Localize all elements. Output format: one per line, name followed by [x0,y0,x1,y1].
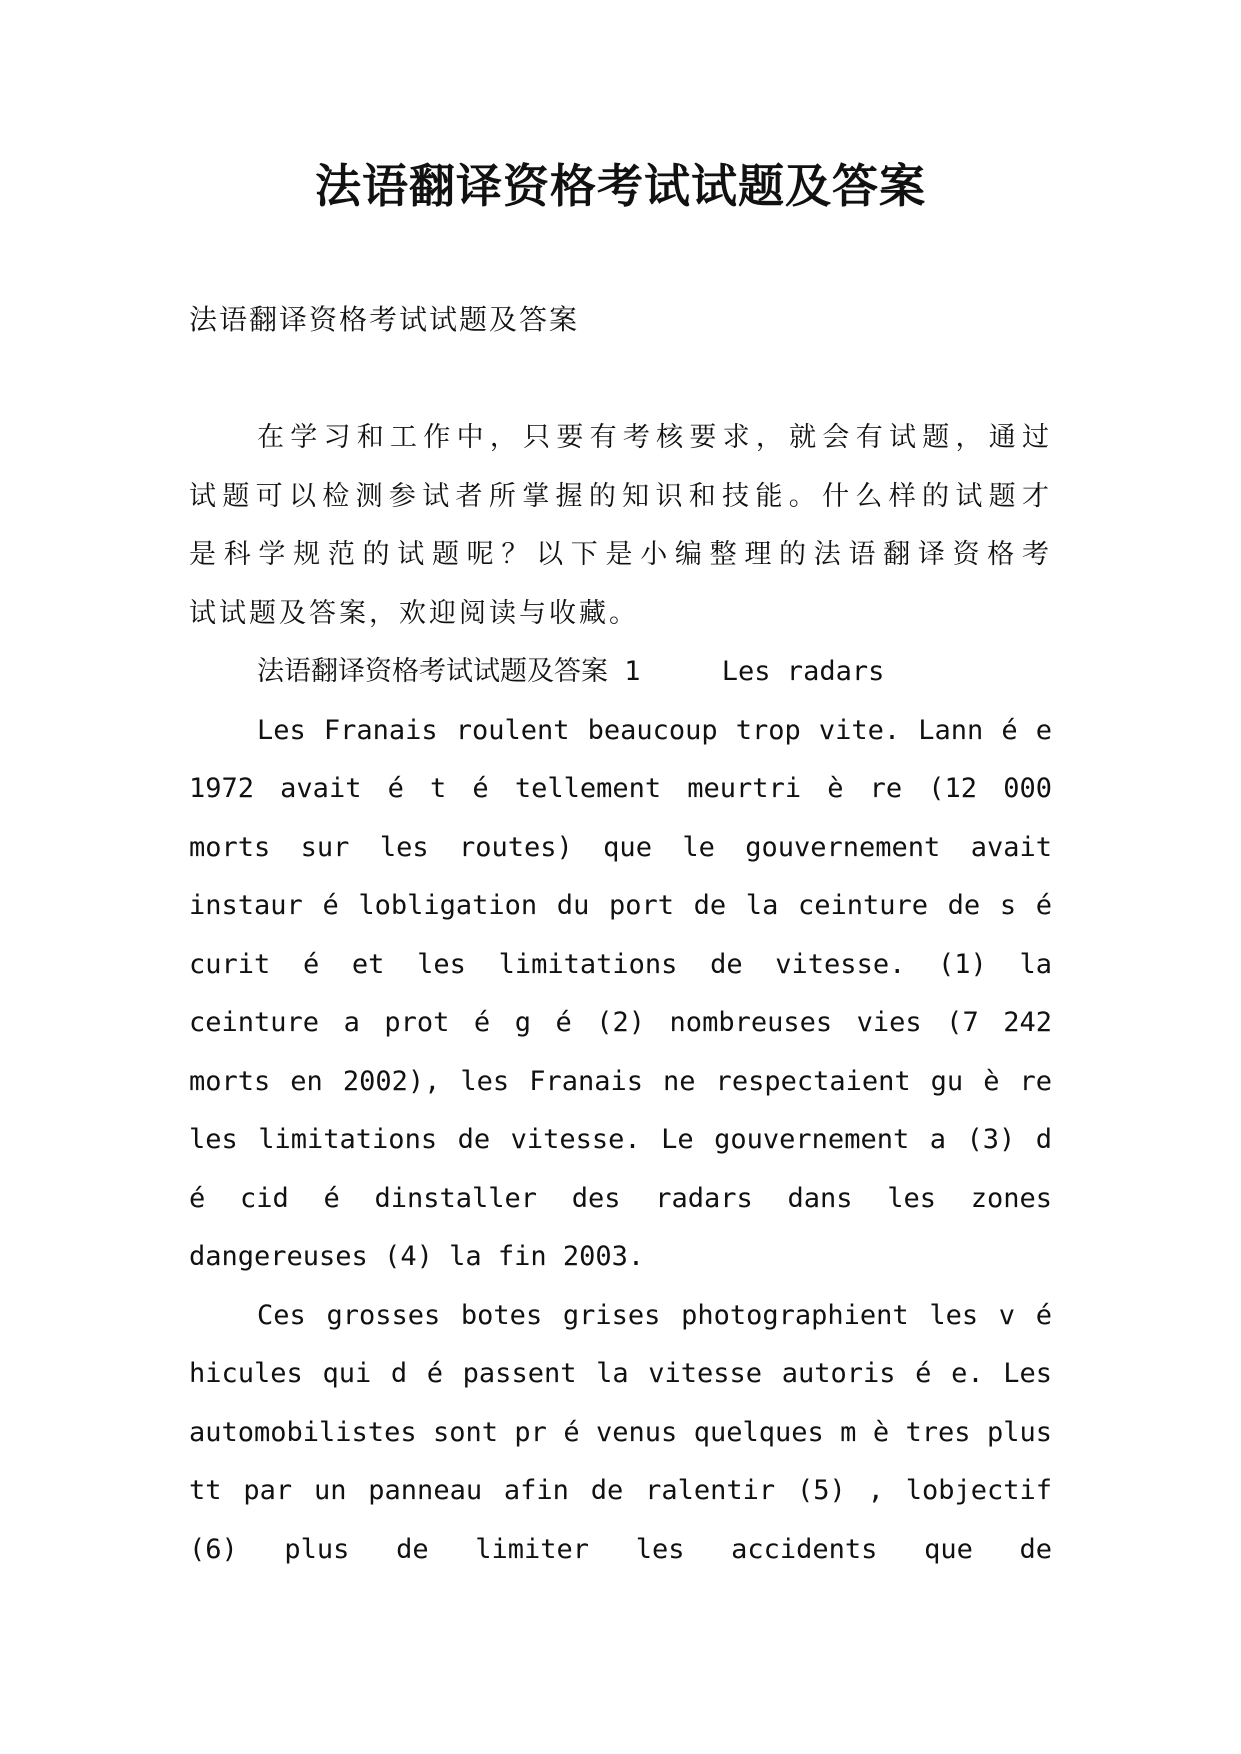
text-line: (6) plus de limiter les accidents que de [189,1533,1052,1565]
text-line: automobilistes sont pr é venus quelques m è tres plus [189,1416,1052,1448]
text-line: 1972 avait é t é tellement meurtri è re (12 000 [189,773,1052,804]
text-line: 在学习和工作中，只要有考核要求，就会有试题，通过 [257,422,1052,453]
text-line: é cid é dinstaller des radars dans les zones [189,1182,1052,1214]
text-line: 法语翻译资格考试试题及答案 1 Les radars [257,656,885,687]
text-line: dangereuses (4) la fin 2003. [189,1241,645,1272]
text-line: curit é et les limitations de vitesse. (1) la [189,948,1052,980]
text-line: Ces grosses botes grises photographient les v é [257,1299,1052,1331]
text-line: Les Franais roulent beaucoup trop vite. Lann é e [257,714,1052,746]
text-line: instaur é lobligation du port de la ceinture de s é [189,890,1052,921]
text-line: hicules qui d é passent la vitesse autoris é e. Les [189,1358,1052,1389]
document-title: 法语翻译资格考试试题及答案 [315,159,926,213]
text-line: 是科学规范的试题呢？以下是小编整理的法语翻译资格考 [189,539,1052,570]
document-subtitle: 法语翻译资格考试试题及答案 [189,303,580,336]
section-heading [189,643,1052,702]
text-line: 试试题及答案，欢迎阅读与收藏。 [189,597,639,629]
text-line: ceinture a prot é g é (2) nombreuses vies (7 242 [189,1007,1052,1038]
document-body [189,409,1052,1579]
paragraph-2 [189,1287,1052,1580]
text-line: les limitations de vitesse. Le gouvernement a (3) d [189,1124,1052,1155]
paragraph-1 [189,702,1052,1287]
text-line: morts sur les routes) que le gouvernement avait [189,831,1052,863]
text-line: tt par un panneau afin de ralentir (5) , lobjectif [189,1475,1052,1506]
text-line: morts en 2002), les Franais ne respectaient gu è re [189,1065,1052,1097]
text-line: 试题可以检测参试者所掌握的知识和技能。什么样的试题才 [189,480,1052,512]
intro-paragraph [189,409,1052,643]
